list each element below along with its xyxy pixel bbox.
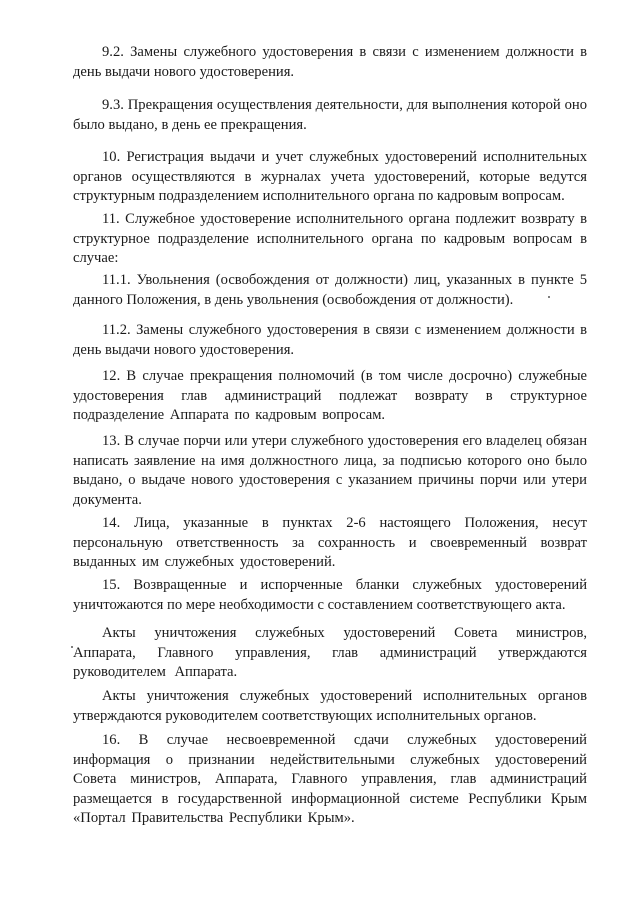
scan-speck	[548, 296, 550, 298]
paragraph-destruction-acts-executive: Акты уничтожения служебных удостоверений исполнительных органов утверждаются руководителем соответствующих исполнительных органов.	[73, 688, 587, 724]
paragraph-9-2: 9.2. Замены служебного удостоверения в связи с изменением должности в день выдачи нового удостоверения.	[73, 44, 587, 80]
paragraph-11: 11. Служебное удостоверение исполнительного органа подлежит возврату в структурное подразделение исполнительного органа по кадровым вопросам в случае:	[73, 211, 587, 266]
paragraph-11-2: 11.2. Замены служебного удостоверения в связи с изменением должности в день выдачи нового удостоверения.	[73, 322, 587, 358]
scan-speck	[71, 646, 73, 648]
paragraph-destruction-acts-council: Акты уничтожения служебных удостоверений Совета министров, Аппарата, Главного управления, глав администраций утверждаются руководителем Аппарата.	[73, 625, 587, 680]
paragraph-13: 13. В случае порчи или утери служебного удостоверения его владелец обязан написать заявление на имя должностного лица, за подписью которого оно было выдано, о выдаче нового удостоверения с указанием причины порчи или утери документа.	[73, 433, 587, 508]
paragraph-16: 16. В случае несвоевременной сдачи служебных удостоверений информация о признании недействительными служебных удостоверений Совета министров, Аппарата, Главного управления, глав администраций размещается в государственной информационной системе Республики Крым «Портал Правительства Республики Крым».	[73, 732, 587, 826]
paragraph-9-3: 9.3. Прекращения осуществления деятельности, для выполнения которой оно было выдано, в день ее прекращения.	[73, 97, 587, 133]
paragraph-14: 14. Лица, указанные в пунктах 2-6 настоящего Положения, несут персональную ответственность за сохранность и своевременный возврат выданных им служебных удостоверений.	[73, 515, 587, 570]
paragraph-12: 12. В случае прекращения полномочий (в том числе досрочно) служебные удостоверения глав администраций подлежат возврату в структурное подразделение Аппарата по кадровым вопросам.	[73, 368, 587, 423]
paragraph-11-1: 11.1. Увольнения (освобождения от должности) лиц, указанных в пункте 5 данного Положения, в день увольнения (освобождения от должности).	[73, 272, 587, 308]
paragraph-15: 15. Возвращенные и испорченные бланки служебных удостоверений уничтожаются по мере необходимости с составлением соответствующего акта.	[73, 577, 587, 613]
paragraph-10: 10. Регистрация выдачи и учет служебных удостоверений исполнительных органов осуществляются в журналах учета удостоверений, которые ведутся структурным подразделением исполнительного органа по кадровым вопросам.	[73, 149, 587, 204]
